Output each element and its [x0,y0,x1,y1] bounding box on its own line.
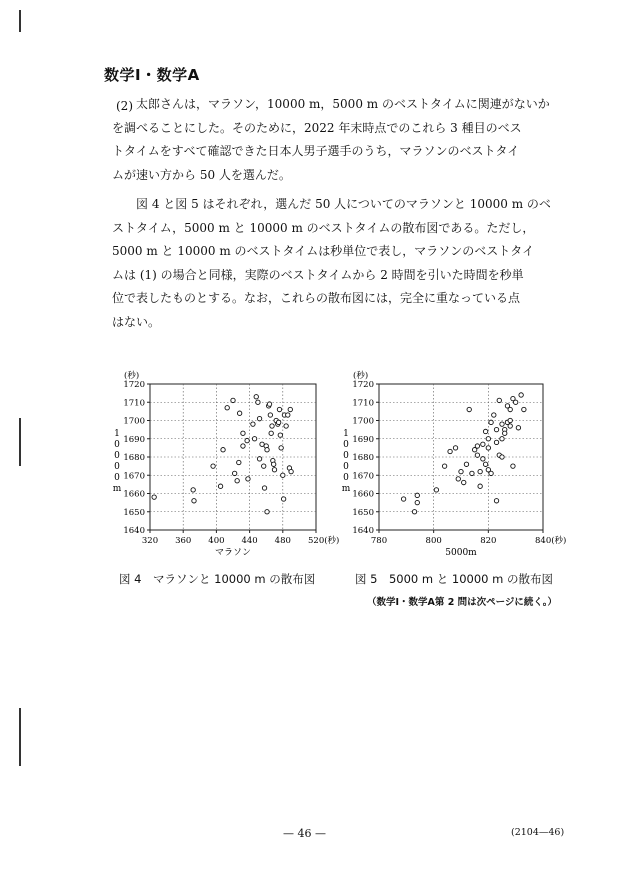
data-point [254,395,258,399]
data-point [483,429,487,433]
data-point [475,444,479,448]
data-point [508,418,512,422]
data-point [486,446,490,450]
y-tick-label: 1690 [352,434,374,445]
data-point [522,407,526,411]
x-tick-label: 820 [480,536,497,546]
y-tick-label: 1660 [123,489,145,500]
data-point [511,464,515,468]
section-title: 数学Ⅰ・数学A [104,66,200,84]
x-axis-label: マラソン [214,548,252,558]
y-tick-label: 1680 [352,453,374,463]
data-point [218,484,222,488]
data-point [500,455,504,459]
data-point [494,427,498,431]
x-tick-label: 520(秒) [308,536,340,546]
data-point [442,464,446,468]
page-code: (2104—46) [511,827,565,838]
y-tick-label: 1700 [352,416,374,427]
y-axis-label-char: 0 [114,473,120,483]
data-point [478,484,482,488]
y-tick-label: 1720 [123,380,145,390]
y-unit-label: (秒) [124,371,140,381]
data-point [483,462,487,466]
data-point [241,431,245,435]
figure4-scatter-plot [110,360,340,560]
data-point [412,510,416,514]
data-point [286,413,290,417]
data-point [513,400,517,404]
data-point [235,479,239,483]
figure5-scatter-plot [335,360,567,560]
y-tick-label: 1650 [352,507,374,518]
data-point [277,407,281,411]
y-tick-label: 1670 [352,471,374,482]
data-point [237,411,241,415]
data-point [508,407,512,411]
y-tick-label: 1660 [352,489,374,500]
body-line-3: 5000 m と 10000 m のベストタイムは秒単位で表し，マラソンのベストタイ [112,244,535,258]
figure5-caption: 図 5 5000 m と 10000 m の散布図 [355,572,554,586]
data-point [489,420,493,424]
data-point [221,448,225,452]
data-point [462,480,466,484]
data-point [241,444,245,448]
y-axis-label-char: 1 [343,429,349,439]
data-point [257,457,261,461]
x-tick-label: 400 [208,536,225,546]
data-point [265,448,269,452]
data-point [281,473,285,477]
data-point [191,488,195,492]
figure4-caption: 図 4 マラソンと 10000 m の散布図 [119,572,316,586]
data-point [497,398,501,402]
y-axis-label-char: 1 [114,429,120,439]
x-tick-label: 320 [141,536,159,546]
data-point [152,495,156,499]
data-point [268,413,272,417]
data-point [252,437,256,441]
y-axis-label-char: m [341,484,351,494]
x-tick-label: 440 [241,536,258,546]
intro-line-1: 太郎さんは，マラソン，10000 m，5000 m のベストタイムに関連がないか [136,97,550,111]
y-tick-label: 1700 [123,416,145,427]
body-line-6: はない。 [112,314,161,329]
body-line-1: 図 4 と図 5 はそれぞれ，選んだ 50 人についてのマラソンと 10000 m のベ [136,197,551,211]
data-point [500,437,504,441]
data-point [500,422,504,426]
data-point [270,424,274,428]
page-number: — 46 — [283,827,326,840]
data-point [456,477,460,481]
data-point [289,469,293,473]
margin-rule [19,10,21,32]
body-line-5: 位で表したものとする。なお，これらの散布図には，完全に重なっている点 [112,291,521,305]
data-point [401,497,405,501]
x-tick-label: 800 [425,536,442,546]
data-point [225,406,229,410]
data-point [475,453,479,457]
data-point [284,424,288,428]
data-point [278,433,282,437]
data-point [262,486,266,490]
data-point [271,462,275,466]
y-axis-label-char: 0 [114,440,120,450]
data-point [281,497,285,501]
data-point [279,446,283,450]
y-axis-label-char: 0 [343,462,349,472]
y-tick-label: 1710 [352,398,374,409]
data-point [492,413,496,417]
y-axis-label-char: m [112,484,122,494]
intro-line-4: ムが速い方から 50 人を選んだ。 [112,167,291,182]
data-point [478,469,482,473]
data-point [494,440,498,444]
data-point [232,471,236,475]
data-point [508,424,512,428]
x-tick-label: 360 [175,536,192,546]
data-point [231,398,235,402]
data-point [486,437,490,441]
data-point [237,460,241,464]
data-point [415,493,419,497]
data-point [519,393,523,397]
data-point [481,442,485,446]
data-point [448,449,452,453]
intro-line-3: トタイムをすべて確認できた日本人男子選手のうち，マラソンのベストタイ [112,144,520,158]
y-axis-label-char: 0 [114,451,120,461]
data-point [459,469,463,473]
x-axis-label: 5000m [445,548,477,558]
continuation-note: （数学Ⅰ・数学A第 2 問は次ページに続く。） [367,597,557,608]
y-tick-label: 1690 [123,434,145,445]
data-point [265,510,269,514]
y-axis-label-char: 0 [343,440,349,450]
data-point [257,416,261,420]
data-point [481,457,485,461]
y-axis-label-char: 0 [343,451,349,461]
data-point [192,499,196,503]
y-tick-label: 1710 [123,398,145,409]
data-point [516,426,520,430]
body-line-2: ストタイム，5000 m と 10000 m のベストタイムの散布図である。ただし， [112,220,535,235]
data-point [464,462,468,466]
data-point [453,446,457,450]
data-point [251,422,255,426]
y-axis-label-char: 0 [343,473,349,483]
data-point [494,499,498,503]
data-point [246,477,250,481]
y-unit-label: (秒) [353,371,369,381]
x-tick-label: 780 [370,536,388,546]
y-tick-label: 1640 [352,526,374,536]
data-point [256,400,260,404]
data-point [262,464,266,468]
body-line-4: ムは (1) の場合と同様，実際のベストタイムから 2 時間を引いた時間を秒単 [112,267,524,282]
data-point [211,464,215,468]
y-tick-label: 1680 [123,453,145,463]
data-point [415,500,419,504]
y-axis-label-char: 0 [114,462,120,472]
data-point [434,488,438,492]
margin-rule [19,708,21,766]
margin-rule [19,418,21,466]
data-point [503,431,507,435]
data-point [272,468,276,472]
x-tick-label: 840(秒) [535,536,567,546]
data-point [267,402,271,406]
data-point [470,471,474,475]
data-point [489,471,493,475]
data-point [245,438,249,442]
x-tick-label: 480 [274,536,291,546]
question-number: (2) [116,99,133,113]
y-tick-label: 1650 [123,507,145,518]
y-tick-label: 1670 [123,471,145,482]
y-tick-label: 1640 [123,526,145,536]
data-point [467,407,471,411]
data-point [276,420,280,424]
data-point [269,431,273,435]
data-point [288,407,292,411]
y-tick-label: 1720 [352,380,374,390]
intro-line-2: を調べることにした。そのために，2022 年末時点でのこれら 3 種目のベス [112,120,522,135]
